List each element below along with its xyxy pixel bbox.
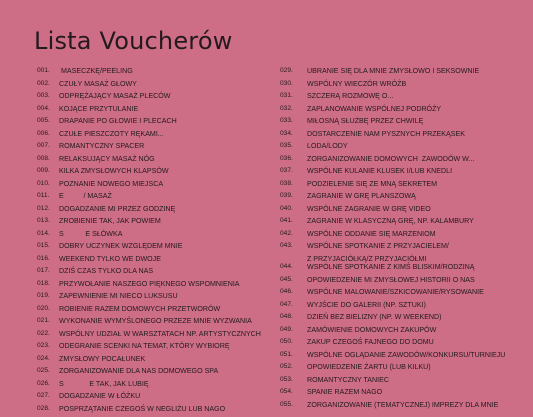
- voucher-text: [307, 313, 442, 321]
- voucher-item: [280, 167, 520, 180]
- voucher-number: 033.: [280, 117, 307, 125]
- voucher-number: 046.: [280, 288, 307, 296]
- voucher-item: [32, 192, 264, 205]
- voucher-text: [59, 305, 220, 313]
- voucher-text: [59, 342, 230, 350]
- voucher-text-line: CZUŁE PIESZCZOTY RĘKAMI...: [59, 130, 164, 138]
- voucher-item: [32, 167, 264, 180]
- voucher-item: [32, 80, 264, 93]
- voucher-text: [307, 92, 393, 100]
- voucher-text: [59, 155, 155, 163]
- voucher-number: 039.: [280, 192, 307, 200]
- voucher-number: 027.: [32, 392, 59, 400]
- voucher-text: [59, 267, 153, 275]
- voucher-text-line: PRZYWOŁANIE NASZEGO PIĘKNEGO WSPOMNIENIA: [59, 280, 240, 288]
- voucher-text: [59, 205, 175, 213]
- voucher-item: [32, 117, 264, 130]
- voucher-item: [280, 363, 520, 376]
- voucher-text: [59, 117, 177, 125]
- voucher-item: [32, 342, 264, 355]
- voucher-number: 029.: [280, 67, 307, 75]
- voucher-text-line: E / MASAŻ: [59, 192, 112, 200]
- voucher-text-line: ODEGRANIE SCENKI NA TEMAT, KTÓRY WYBIORĘ: [59, 342, 230, 350]
- voucher-text: [307, 376, 389, 384]
- voucher-text: [59, 67, 133, 75]
- voucher-text-line: ZROBIENIE TAK, JAK POWIEM: [59, 217, 161, 225]
- voucher-text-line: ZORGANIZOWANIE (TEMATYCZNEJ) IMPREZY DLA MNIE: [307, 401, 498, 409]
- voucher-item: [32, 142, 264, 155]
- voucher-number: 006.: [32, 130, 59, 138]
- voucher-text: [59, 330, 261, 338]
- voucher-text-line: ZAPEWNIENIE MI NIECO LUKSUSU: [59, 292, 178, 300]
- voucher-text: [307, 105, 441, 113]
- voucher-number: 031.: [280, 92, 307, 100]
- voucher-item: [280, 80, 520, 93]
- voucher-text: [307, 167, 452, 175]
- voucher-text-line: ROBIENIE RAZEM DOMOWYCH PRZETWORÓW: [59, 305, 220, 313]
- voucher-number: 053.: [280, 376, 307, 384]
- voucher-number: 055.: [280, 401, 307, 409]
- voucher-text: [59, 242, 183, 250]
- voucher-number: 020.: [32, 305, 59, 313]
- voucher-text: [307, 401, 498, 409]
- voucher-number: 038.: [280, 180, 307, 188]
- voucher-item: [32, 305, 264, 318]
- voucher-text: [59, 230, 122, 238]
- voucher-number: 015.: [32, 242, 59, 250]
- voucher-text-line: POZNANIE NOWEGO MIEJSCA: [59, 180, 163, 188]
- voucher-item: [32, 92, 264, 105]
- voucher-item: [280, 276, 520, 289]
- voucher-number: 011.: [32, 192, 59, 200]
- voucher-number: 043.: [280, 242, 307, 250]
- voucher-number: 005.: [32, 117, 59, 125]
- voucher-text: [59, 192, 112, 200]
- voucher-text-line: WEEKEND TYLKO WE DWOJE: [59, 255, 161, 263]
- voucher-text: [59, 280, 240, 288]
- voucher-text: [307, 276, 475, 284]
- voucher-text: [307, 180, 437, 188]
- voucher-item: [280, 155, 520, 168]
- voucher-text-line: DOSTARCZENIE NAM PYSZNYCH PRZEKĄSEK: [307, 130, 465, 138]
- voucher-text-line: OPOWIEDZENIE MI ZMYSŁOWEJ HISTORII O NAS: [307, 276, 475, 284]
- voucher-item: [32, 292, 264, 305]
- voucher-text-line: SPANIE RAZEM NAGO: [307, 388, 382, 396]
- voucher-item: [280, 180, 520, 193]
- voucher-text-line: DOGADZANIE W ŁÓŻKU: [59, 392, 140, 400]
- voucher-text-line: WSPÓLNE ODDANIE SIĘ MARZENIOM: [307, 230, 436, 238]
- voucher-text-line: DZIEŃ BEZ BIELIZNY (NP. W WEEKEND): [307, 313, 442, 321]
- voucher-text: [59, 80, 137, 88]
- voucher-number: 016.: [32, 255, 59, 263]
- voucher-text-line: WSPÓLNE SPOTKANIE Z KIMŚ BLISKIM/RODZINĄ: [307, 263, 475, 271]
- voucher-item: [280, 326, 520, 339]
- voucher-number: 037.: [280, 167, 307, 175]
- voucher-item: [32, 392, 264, 405]
- voucher-number: 007.: [32, 142, 59, 150]
- voucher-number: 042.: [280, 230, 307, 238]
- voucher-text-line: ZAGRANIE W GRĘ PLANSZOWĄ: [307, 192, 416, 200]
- voucher-item: [280, 117, 520, 130]
- voucher-number: 008.: [32, 155, 59, 163]
- voucher-text-line: S E TAK, JAK LUBIĘ: [59, 380, 149, 388]
- voucher-number: 028.: [32, 405, 59, 413]
- voucher-number: 041.: [280, 217, 307, 225]
- voucher-item: [32, 67, 264, 80]
- voucher-item: [280, 142, 520, 155]
- voucher-number: 023.: [32, 342, 59, 350]
- voucher-text: [59, 130, 164, 138]
- voucher-text-line: ROMANTYCZNY SPACER: [59, 142, 144, 150]
- voucher-number: 045.: [280, 276, 307, 284]
- voucher-number: 012.: [32, 205, 59, 213]
- voucher-number: 001.: [32, 67, 59, 75]
- voucher-text-line: DZIŚ CZAS TYLKO DLA NAS: [59, 267, 153, 275]
- voucher-text: [307, 217, 474, 225]
- voucher-item: [32, 367, 264, 380]
- voucher-text: [307, 388, 382, 396]
- voucher-text-line: WSPÓLNE ZAGRANIE W GRĘ VIDEO: [307, 205, 431, 213]
- voucher-text-line: MIŁOSNĄ SŁUŻBĘ PRZEZ CHWILĘ: [307, 117, 423, 125]
- voucher-number: 018.: [32, 280, 59, 288]
- voucher-text-line: ROMANTYCZNY TANIEC: [307, 376, 389, 384]
- voucher-text: [59, 92, 170, 100]
- voucher-number: 050.: [280, 338, 307, 346]
- voucher-text: [307, 338, 434, 346]
- voucher-item: [32, 105, 264, 118]
- voucher-text-line: ODPRĘŻAJĄCY MASAŻ PLECÓW: [59, 92, 170, 100]
- voucher-text-line: UBRANIE SIĘ DLA MNIE ZMYSŁOWO I SEKSOWNIE: [307, 67, 479, 75]
- voucher-number: 013.: [32, 217, 59, 225]
- voucher-item: [280, 67, 520, 80]
- voucher-text-line: CZUŁY MASAŻ GŁOWY: [59, 80, 137, 88]
- voucher-text-line: ZAGRANIE W KLASYCZNĄ GRĘ, NP. KALAMBURY: [307, 217, 474, 225]
- voucher-item: [280, 288, 520, 301]
- voucher-text-line: LODA/LODY: [307, 142, 348, 150]
- voucher-item: [32, 405, 264, 417]
- voucher-number: 052.: [280, 363, 307, 371]
- voucher-text-line: ZAPLANOWANIE WSPÓLNEJ PODRÓŻY: [307, 105, 441, 113]
- voucher-text: [307, 117, 423, 125]
- voucher-number: 049.: [280, 326, 307, 334]
- voucher-item: [280, 301, 520, 314]
- voucher-number: 014.: [32, 230, 59, 238]
- voucher-item: [32, 355, 264, 368]
- voucher-text-line: POSPRZĄTANIE CZEGOŚ W NEGLIŻU LUB NAGO: [59, 405, 225, 413]
- voucher-number: 009.: [32, 167, 59, 175]
- voucher-item: [280, 401, 520, 414]
- voucher-text-line: Z PRZYJACIÓŁKĄ/Z PRZYJACIÓŁMI: [307, 255, 449, 263]
- voucher-number: 017.: [32, 267, 59, 275]
- voucher-text: [307, 288, 484, 296]
- voucher-text: [59, 380, 149, 388]
- voucher-text-line: MASECZKĘ/PEELING: [59, 67, 133, 75]
- voucher-text: [307, 301, 426, 309]
- voucher-text: [307, 351, 505, 359]
- voucher-item: [280, 376, 520, 389]
- voucher-item: [32, 267, 264, 280]
- voucher-text: [59, 355, 145, 363]
- voucher-text: [307, 192, 416, 200]
- voucher-item: [32, 130, 264, 143]
- voucher-item: [280, 217, 520, 230]
- voucher-text: [307, 80, 406, 88]
- voucher-text: [59, 217, 161, 225]
- voucher-text-line: WSPÓLNE OGLĄDANIE ZAWODÓW/KONKURSU/TURNIEJU: [307, 351, 505, 359]
- voucher-number: 040.: [280, 205, 307, 213]
- voucher-number: 036.: [280, 155, 307, 163]
- voucher-item: [280, 351, 520, 364]
- voucher-number: 030.: [280, 80, 307, 88]
- voucher-text: [307, 67, 479, 75]
- voucher-text-line: ZMYSŁOWY POCAŁUNEK: [59, 355, 145, 363]
- voucher-item: [32, 242, 264, 255]
- voucher-text: [59, 405, 225, 413]
- voucher-number: 021.: [32, 317, 59, 325]
- voucher-text-line: KOJĄCE PRZYTULANIE: [59, 105, 138, 113]
- voucher-text-line: OPOWIEDZENIE ŻARTU (LUB KILKU): [307, 363, 431, 371]
- voucher-number: 004.: [32, 105, 59, 113]
- voucher-number: 025.: [32, 367, 59, 375]
- voucher-number: 035.: [280, 142, 307, 150]
- voucher-number: 047.: [280, 301, 307, 309]
- voucher-text-line: WSPÓLNE KULANIE KLUSEK I/LUB KNEDLI: [307, 167, 452, 175]
- voucher-number: 044.: [280, 263, 307, 271]
- voucher-text-line: S E SŁÓWKA: [59, 230, 122, 238]
- voucher-item: [32, 380, 264, 393]
- voucher-text: [59, 167, 169, 175]
- voucher-text: [59, 367, 218, 375]
- voucher-text: [59, 255, 161, 263]
- voucher-number: 051.: [280, 351, 307, 359]
- voucher-text: [307, 130, 465, 138]
- voucher-text: [307, 205, 431, 213]
- voucher-text-line: PODZIELENIE SIĘ ZE MNĄ SEKRETEM: [307, 180, 437, 188]
- voucher-item: [280, 263, 520, 276]
- voucher-item: [32, 155, 264, 168]
- voucher-text-line: WSPÓLNE SPOTKANIE Z PRZYJACIELEM/: [307, 242, 449, 250]
- voucher-text-line: SZCZERĄ ROZMOWĘ O...: [307, 92, 393, 100]
- voucher-number: 003.: [32, 92, 59, 100]
- voucher-list-right: [280, 67, 520, 413]
- page-title: Lista Voucherów: [34, 27, 233, 55]
- voucher-item: [32, 217, 264, 230]
- voucher-item: [32, 180, 264, 193]
- voucher-number: 024.: [32, 355, 59, 363]
- voucher-item: [280, 192, 520, 205]
- voucher-item: [280, 230, 520, 243]
- voucher-text: [307, 326, 436, 334]
- voucher-text: [307, 363, 431, 371]
- voucher-number: 026.: [32, 380, 59, 388]
- voucher-text: [307, 142, 348, 150]
- voucher-text: [307, 263, 475, 271]
- voucher-item: [32, 230, 264, 243]
- voucher-text: [59, 105, 138, 113]
- voucher-text: [307, 155, 474, 163]
- voucher-number: 022.: [32, 330, 59, 338]
- voucher-text: [307, 230, 436, 238]
- voucher-number: 048.: [280, 313, 307, 321]
- voucher-item: [280, 92, 520, 105]
- voucher-number: 054.: [280, 388, 307, 396]
- voucher-text-line: ZAKUP CZEGOŚ FAJNEGO DO DOMU: [307, 338, 434, 346]
- voucher-item: [280, 338, 520, 351]
- voucher-text-line: ZORGANIZOWANIE DLA NAS DOMOWEGO SPA: [59, 367, 218, 375]
- voucher-number: 010.: [32, 180, 59, 188]
- voucher-number: 002.: [32, 80, 59, 88]
- voucher-item: [32, 330, 264, 343]
- voucher-text-line: DRAPANIE PO GŁOWIE I PLECACH: [59, 117, 177, 125]
- voucher-item: [280, 313, 520, 326]
- voucher-number: 019.: [32, 292, 59, 300]
- voucher-list-left: [32, 67, 264, 417]
- voucher-number: 032.: [280, 105, 307, 113]
- voucher-item: [32, 205, 264, 218]
- voucher-item: [280, 388, 520, 401]
- voucher-text-line: WYKONANIE WYMYŚLONEGO PRZEZE MNIE WYZWANIA: [59, 317, 252, 325]
- voucher-item: [32, 280, 264, 293]
- voucher-text-line: RELAKSUJĄCY MASAŻ NÓG: [59, 155, 155, 163]
- voucher-item: [280, 105, 520, 118]
- voucher-number: 034.: [280, 130, 307, 138]
- voucher-text-line: DOGADZANIE MI PRZEZ GODZINĘ: [59, 205, 175, 213]
- voucher-item: [32, 317, 264, 330]
- voucher-text: [59, 317, 252, 325]
- voucher-text-line: ZAMÓWIENIE DOMOWYCH ZAKUPÓW: [307, 326, 436, 334]
- voucher-text: [59, 180, 163, 188]
- voucher-item: [280, 242, 520, 263]
- voucher-text-line: KILKA ZMYSŁOWYCH KLAPSÓW: [59, 167, 169, 175]
- voucher-text-line: WSPÓLNE MALOWANIE/SZKICOWANIE/RYSOWANIE: [307, 288, 484, 296]
- voucher-text: [59, 142, 144, 150]
- voucher-text-line: WSPÓLNY WIECZÓR WRÓŻB: [307, 80, 406, 88]
- voucher-text-line: WYJŚCIE DO GALERII (NP. SZTUKI): [307, 301, 426, 309]
- voucher-item: [32, 255, 264, 268]
- voucher-text-line: ZORGANIZOWANIE DOMOWYCH ZAWODÓW W...: [307, 155, 474, 163]
- voucher-text-line: WSPÓLNY UDZIAŁ W WARSZTATACH NP. ARTYSTYCZNYCH: [59, 330, 261, 338]
- voucher-text: [59, 392, 140, 400]
- voucher-text: [59, 292, 178, 300]
- voucher-item: [280, 205, 520, 218]
- voucher-text: [307, 242, 449, 263]
- voucher-item: [280, 130, 520, 143]
- voucher-text-line: DOBRY UCZYNEK WZGLĘDEM MNIE: [59, 242, 183, 250]
